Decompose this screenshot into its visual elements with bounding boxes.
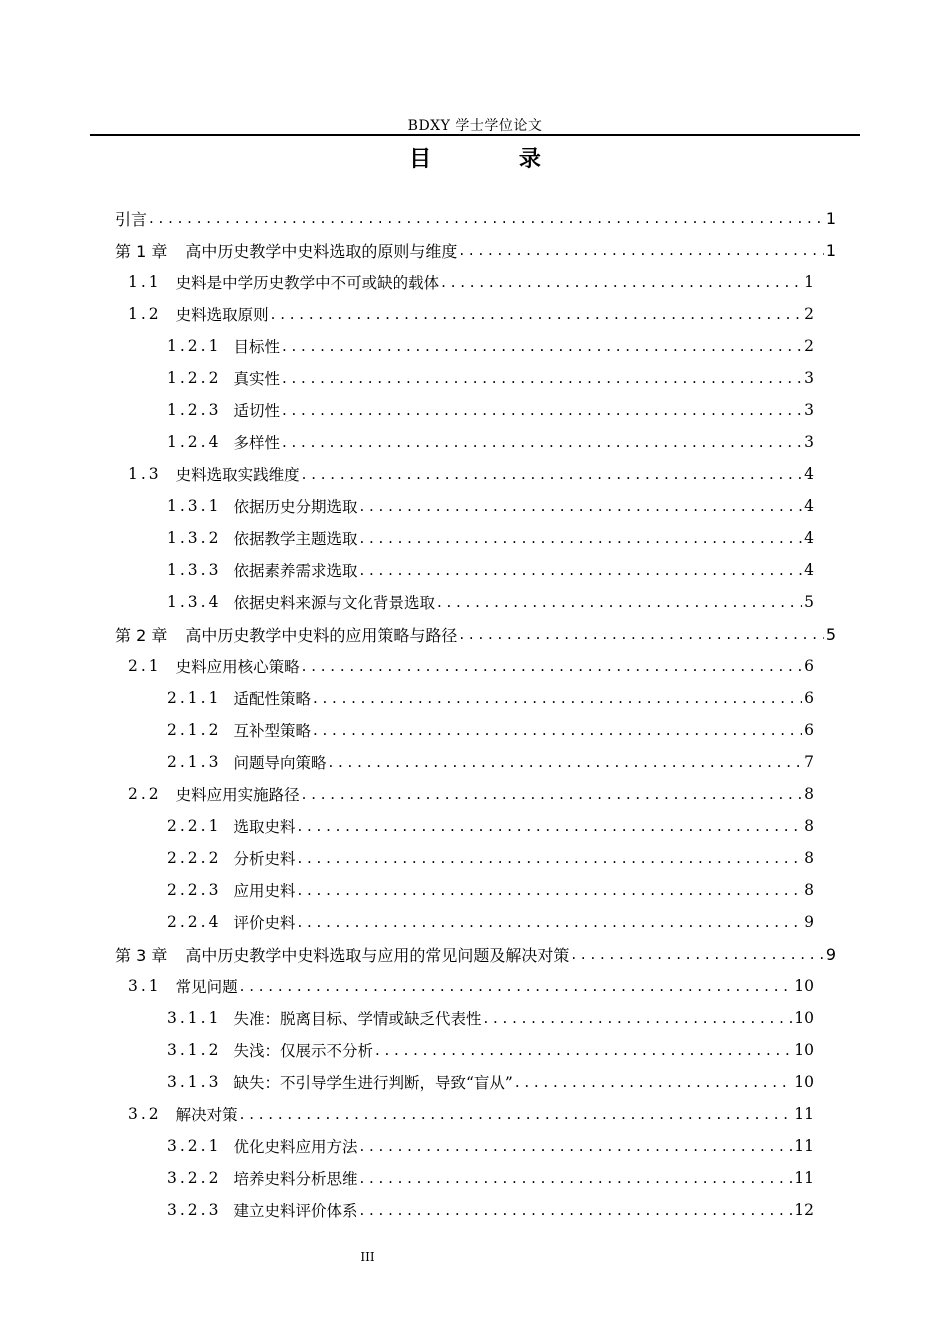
toc-dot-leader [459, 625, 823, 643]
toc-entry-page: 2 [804, 337, 814, 355]
toc-entry-number: 1.3 [128, 465, 162, 483]
toc-entry-number: 2.1.1 [167, 689, 222, 707]
toc-entry[interactable] [0, 810, 814, 842]
toc-title: 目 录 [409, 147, 581, 172]
toc-entry-title: 依据史料来源与文化背景选取 [233, 594, 435, 612]
toc-entry-title: 史料应用核心策略 [175, 658, 300, 676]
toc-entry-page: 12 [794, 1201, 814, 1219]
toc-dot-leader [359, 1201, 792, 1219]
toc-dot-leader [297, 849, 802, 867]
toc-dot-leader [297, 817, 802, 835]
toc-entry-number: 1.2.2 [167, 369, 222, 387]
toc-dot-leader [328, 753, 802, 771]
toc-dot-leader [375, 1041, 792, 1059]
toc-entry-title: 高中历史教学中史料选取与应用的常见问题及解决对策 [185, 945, 570, 965]
toc-entry-number: 2.2 [128, 785, 162, 803]
toc-dot-leader [359, 497, 802, 515]
toc-entry-title: 失浅：仅展示不分析 [233, 1042, 373, 1060]
toc-entry-page: 8 [804, 881, 814, 899]
toc-entry-title: 史料选取原则 [175, 306, 269, 324]
toc-entry-number: 1.2.1 [167, 337, 222, 355]
toc-entry-page: 11 [794, 1137, 814, 1155]
toc-entry-page: 9 [825, 944, 836, 964]
toc-entry-page: 4 [804, 561, 814, 579]
toc-entry-title: 应用史料 [233, 882, 296, 900]
toc-entry-number: 第 3 章 [115, 945, 168, 965]
toc-entry[interactable] [0, 490, 814, 522]
toc-entry-number: 1.3.4 [167, 593, 222, 611]
toc-dot-leader [441, 273, 802, 291]
toc-entry-number: 1.1 [128, 273, 162, 291]
toc-entry[interactable] [0, 234, 836, 266]
toc-dot-leader [359, 529, 802, 547]
toc-entry[interactable] [0, 202, 836, 234]
toc-entry-page: 4 [804, 529, 814, 547]
toc-entry[interactable] [0, 1130, 814, 1162]
toc-entry-number: 3.1 [128, 977, 162, 995]
toc-dot-leader [297, 881, 802, 899]
toc-entry-title: 引言 [115, 209, 148, 229]
toc-entry-number: 1.2.3 [167, 401, 222, 419]
toc-dot-leader [240, 977, 793, 995]
toc-dot-leader [313, 721, 802, 739]
toc-entry-title: 选取史料 [233, 818, 296, 836]
toc-entry-title: 问题导向策略 [233, 754, 327, 772]
toc-entry-page: 1 [825, 240, 836, 260]
toc-entry[interactable] [0, 714, 814, 746]
toc-dot-leader [149, 209, 824, 227]
toc-entry-number: 1.3.3 [167, 561, 222, 579]
toc-entry[interactable] [0, 618, 836, 650]
toc-entry[interactable] [0, 586, 814, 618]
toc-entry-page: 6 [804, 657, 814, 675]
toc-entry[interactable] [0, 1034, 814, 1066]
toc-entry[interactable] [0, 938, 836, 970]
toc-dot-leader [359, 1137, 792, 1155]
toc-dot-leader [271, 305, 802, 323]
toc-entry[interactable] [0, 330, 814, 362]
toc-entry-page: 1 [804, 273, 814, 291]
toc-dot-leader [282, 433, 802, 451]
toc-entry-title: 优化史料应用方法 [233, 1138, 358, 1156]
toc-entry-page: 3 [804, 369, 814, 387]
toc-entry-page: 10 [794, 1009, 814, 1027]
toc-entry-title: 适配性策略 [233, 690, 311, 708]
toc-entry-number: 2.2.3 [167, 881, 222, 899]
toc-dot-leader [282, 401, 802, 419]
toc-entry[interactable] [0, 362, 814, 394]
toc-list [0, 202, 950, 1226]
toc-entry-number: 3.1.2 [167, 1041, 222, 1059]
toc-entry-number: 3.2 [128, 1105, 162, 1123]
toc-entry[interactable] [0, 906, 814, 938]
toc-dot-leader [483, 1009, 792, 1027]
toc-dot-leader [515, 1073, 792, 1091]
toc-entry-number: 2.2.1 [167, 817, 222, 835]
toc-entry-title: 常见问题 [175, 978, 238, 996]
toc-dot-leader [240, 1105, 793, 1123]
toc-entry-title: 培养史料分析思维 [233, 1170, 358, 1188]
toc-entry[interactable] [0, 1194, 814, 1226]
toc-entry-page: 8 [804, 817, 814, 835]
toc-entry-title: 依据教学主题选取 [233, 530, 358, 548]
toc-dot-leader [571, 945, 823, 963]
toc-entry-title: 真实性 [233, 370, 280, 388]
toc-entry-title: 建立史料评价体系 [233, 1202, 358, 1220]
toc-dot-leader [359, 561, 802, 579]
toc-entry[interactable] [0, 522, 814, 554]
toc-entry-title: 高中历史教学中史料选取的原则与维度 [185, 241, 458, 261]
toc-dot-leader [359, 1169, 792, 1187]
toc-entry-title: 史料应用实施路径 [175, 786, 300, 804]
toc-entry[interactable] [0, 1066, 814, 1098]
toc-entry-number: 3.2.2 [167, 1169, 222, 1187]
toc-entry-page: 2 [804, 305, 814, 323]
toc-entry-page: 9 [804, 913, 814, 931]
toc-entry-number: 1.3.2 [167, 529, 222, 547]
toc-entry-number: 1.3.1 [167, 497, 222, 515]
toc-entry-page: 10 [794, 1073, 814, 1091]
toc-dot-leader [302, 465, 802, 483]
toc-dot-leader [313, 689, 802, 707]
toc-entry-page: 10 [794, 977, 814, 995]
toc-entry-page: 10 [794, 1041, 814, 1059]
running-header: BDXY 学士学位论文 [407, 118, 543, 134]
toc-entry-title: 目标性 [233, 338, 280, 356]
toc-entry[interactable] [0, 1098, 814, 1130]
toc-entry-page: 11 [794, 1169, 814, 1187]
toc-entry-page: 6 [804, 689, 814, 707]
toc-entry[interactable] [0, 746, 814, 778]
toc-entry-title: 高中历史教学中史料的应用策略与路径 [185, 625, 458, 645]
toc-dot-leader [282, 337, 802, 355]
toc-entry-page: 4 [804, 497, 814, 515]
toc-dot-leader [282, 369, 802, 387]
toc-entry-number: 1.2 [128, 305, 162, 323]
toc-entry-title: 依据历史分期选取 [233, 498, 358, 516]
toc-entry-title: 缺失：不引导学生进行判断，导致“盲从” [233, 1074, 513, 1092]
toc-entry-page: 8 [804, 849, 814, 867]
toc-entry-number: 2.1 [128, 657, 162, 675]
toc-entry-number: 2.2.2 [167, 849, 222, 867]
page-number: III [360, 1250, 375, 1264]
toc-entry-title: 依据素养需求选取 [233, 562, 358, 580]
toc-entry-number: 2.2.4 [167, 913, 222, 931]
toc-entry[interactable] [0, 394, 814, 426]
toc-entry-number: 2.1.2 [167, 721, 222, 739]
toc-entry[interactable] [0, 778, 814, 810]
toc-entry-page: 3 [804, 433, 814, 451]
toc-entry-page: 4 [804, 465, 814, 483]
toc-entry-page: 5 [804, 593, 814, 611]
toc-entry-number: 第 1 章 [115, 241, 168, 261]
toc-entry-page: 5 [825, 624, 836, 644]
toc-entry[interactable] [0, 298, 814, 330]
header-rule [90, 134, 860, 136]
toc-entry-page: 8 [804, 785, 814, 803]
toc-dot-leader [459, 241, 823, 259]
toc-entry[interactable] [0, 874, 814, 906]
toc-entry[interactable] [0, 650, 814, 682]
toc-entry-page: 6 [804, 721, 814, 739]
toc-entry[interactable] [0, 842, 814, 874]
toc-entry-title: 失准：脱离目标、学情或缺乏代表性 [233, 1010, 482, 1028]
toc-dot-leader [302, 657, 802, 675]
toc-entry-title: 互补型策略 [233, 722, 311, 740]
toc-entry[interactable] [0, 426, 814, 458]
toc-entry[interactable] [0, 970, 814, 1002]
toc-entry[interactable] [0, 1002, 814, 1034]
toc-entry-title: 评价史料 [233, 914, 296, 932]
toc-entry-page: 1 [825, 208, 836, 228]
toc-entry-number: 3.1.1 [167, 1009, 222, 1027]
toc-entry-number: 1.2.4 [167, 433, 222, 451]
toc-entry[interactable] [0, 458, 814, 490]
toc-entry-number: 3.1.3 [167, 1073, 222, 1091]
toc-dot-leader [297, 913, 802, 931]
toc-entry-page: 11 [794, 1105, 814, 1123]
toc-entry-number: 3.2.3 [167, 1201, 222, 1219]
toc-entry[interactable] [0, 266, 814, 298]
toc-entry-title: 解决对策 [175, 1106, 238, 1124]
toc-entry-title: 适切性 [233, 402, 280, 420]
toc-entry[interactable] [0, 682, 814, 714]
toc-entry-number: 2.1.3 [167, 753, 222, 771]
toc-entry-page: 7 [804, 753, 814, 771]
toc-entry-number: 第 2 章 [115, 625, 168, 645]
toc-entry-title: 分析史料 [233, 850, 296, 868]
toc-entry-title: 史料是中学历史教学中不可或缺的载体 [175, 274, 440, 292]
toc-entry-page: 3 [804, 401, 814, 419]
toc-dot-leader [437, 593, 802, 611]
toc-entry[interactable] [0, 554, 814, 586]
toc-entry-title: 史料选取实践维度 [175, 466, 300, 484]
toc-entry[interactable] [0, 1162, 814, 1194]
toc-dot-leader [302, 785, 802, 803]
toc-entry-title: 多样性 [233, 434, 280, 452]
toc-entry-number: 3.2.1 [167, 1137, 222, 1155]
